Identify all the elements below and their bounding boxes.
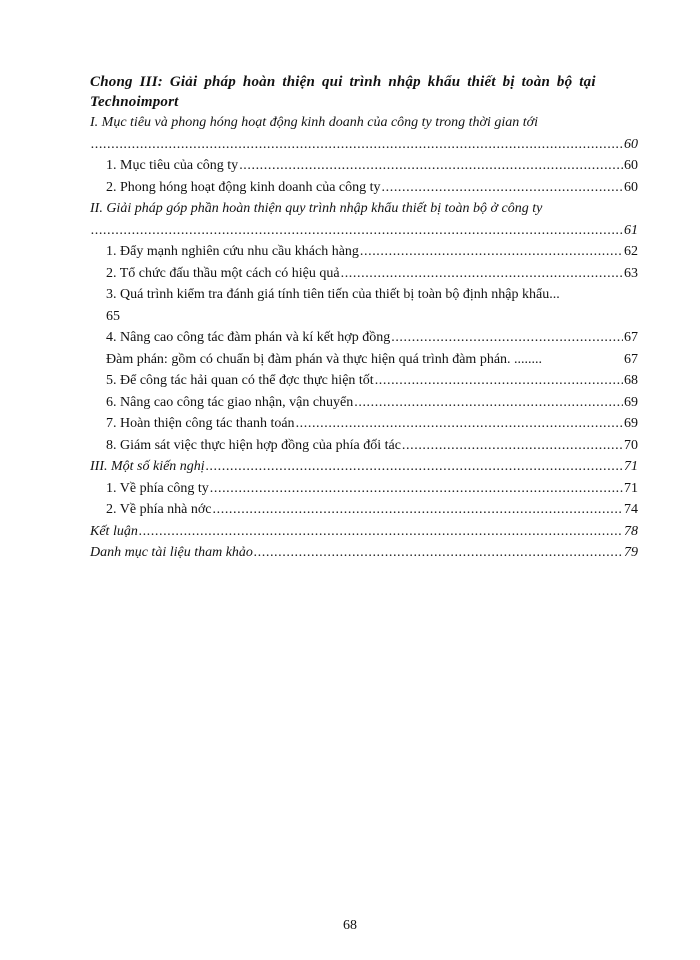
toc-entry-page: 67 (624, 330, 638, 345)
toc-section-3-title: III. Một số kiến nghị (90, 459, 205, 474)
dot-leader (91, 220, 623, 242)
toc-entry (90, 263, 638, 285)
toc-section-2-title: II. Giải pháp góp phần hoàn thiện quy trình nhập khẩu thiết bị toàn bộ ở công ty (90, 201, 543, 216)
toc-entry-title: 8. Giám sát việc thực hiện hợp đồng của phía đối tác (106, 437, 401, 453)
toc-entry (90, 435, 638, 457)
toc-entry-page: 74 (624, 502, 638, 517)
dot-leader (210, 478, 623, 500)
toc-section-1 (90, 112, 638, 155)
dot-leader (354, 392, 623, 414)
toc-conclusion-title: Kết luận (90, 523, 138, 539)
dot-leader (296, 413, 623, 435)
toc-entry-title: 7. Hoàn thiện công tác thanh toán (106, 416, 295, 431)
toc-entry-page: 70 (624, 437, 638, 453)
table-of-contents (90, 72, 638, 564)
toc-entry-title: 1. Mục tiêu của công ty (106, 158, 239, 173)
dot-leader (206, 456, 623, 478)
dot-leader (254, 542, 623, 564)
dot-leader (91, 134, 623, 156)
dot-leader (239, 155, 623, 177)
dot-leader (402, 435, 623, 457)
dot-leader (382, 177, 623, 199)
toc-entry-title: Đàm phán: gồm có chuẩn bị đàm phán và thực hiện quá trình đàm phán. ........ (106, 351, 543, 367)
toc-entry-page: 62 (624, 244, 638, 259)
toc-entry (90, 499, 638, 521)
toc-entry-page: 68 (624, 373, 638, 388)
toc-entry-title: 1. Đẩy mạnh nghiên cứu nhu cầu khách hàng (106, 244, 359, 259)
toc-entry-title: 2. Tổ chức đấu thầu một cách có hiệu quả (106, 265, 340, 281)
toc-entry (90, 177, 638, 199)
toc-section-3-page: 71 (624, 459, 638, 474)
toc-entry-page: 65 (106, 308, 120, 324)
toc-references (90, 542, 638, 564)
toc-entry-title: 4. Nâng cao công tác đàm phán và kí kết hợp đồng (106, 330, 391, 345)
toc-entry-page: 63 (624, 265, 638, 281)
toc-entry-page: 69 (624, 394, 638, 410)
toc-section-2-page: 61 (624, 222, 638, 238)
dot-leader (375, 370, 623, 392)
page-number: 68 (343, 918, 357, 933)
toc-entry-title: 3. Quá trình kiểm tra đánh giá tính tiên tiến của thiết bị toàn bộ định nhập khẩu... (106, 287, 560, 302)
toc-entry (90, 155, 638, 177)
chapter-title-line-1: Chong III: Giải pháp hoàn thiện qui trình nhập khẩu thiết bị toàn bộ tại (90, 74, 596, 90)
toc-references-page: 79 (624, 545, 638, 560)
toc-entry (90, 241, 638, 263)
chapter-title-line-2: Technoimport (90, 94, 179, 110)
dot-leader (213, 499, 623, 521)
toc-entry (90, 370, 638, 392)
toc-entry (90, 478, 638, 500)
toc-entry-title: 2. Về phía nhà nớc (106, 502, 212, 517)
chapter-title (90, 72, 638, 112)
toc-conclusion (90, 521, 638, 543)
dot-leader (360, 241, 623, 263)
dot-leader (391, 327, 623, 349)
toc-references-title: Danh mục tài liệu tham khảo (90, 545, 253, 560)
toc-section-2 (90, 198, 638, 241)
toc-entry-title: 5. Để công tác hải quan có thể đợc thực hiện tốt (106, 373, 374, 388)
toc-entry-page: 60 (624, 179, 638, 195)
toc-entry-title: 1. Về phía công ty (106, 480, 209, 496)
dot-leader (341, 263, 623, 285)
toc-entry (90, 327, 638, 349)
toc-entry (90, 392, 638, 414)
toc-section-3 (90, 456, 638, 478)
toc-entry-page: 69 (624, 416, 638, 431)
toc-entry (90, 284, 638, 327)
dot-leader (139, 521, 623, 543)
toc-entry-page: 67 (624, 351, 638, 367)
toc-section-1-page: 60 (624, 136, 638, 152)
toc-conclusion-page: 78 (624, 523, 638, 539)
toc-entry-title: 6. Nâng cao công tác giao nhận, vận chuyển (106, 394, 354, 410)
toc-entry-page: 60 (624, 158, 638, 173)
toc-entry (90, 349, 638, 371)
toc-entry-page: 71 (624, 480, 638, 496)
toc-section-1-title: I. Mục tiêu và phong hóng hoạt động kinh doanh của công ty trong thời gian tới (90, 115, 538, 130)
toc-entry-title: 2. Phong hóng hoạt động kinh doanh của công ty (106, 179, 381, 195)
toc-entry (90, 413, 638, 435)
